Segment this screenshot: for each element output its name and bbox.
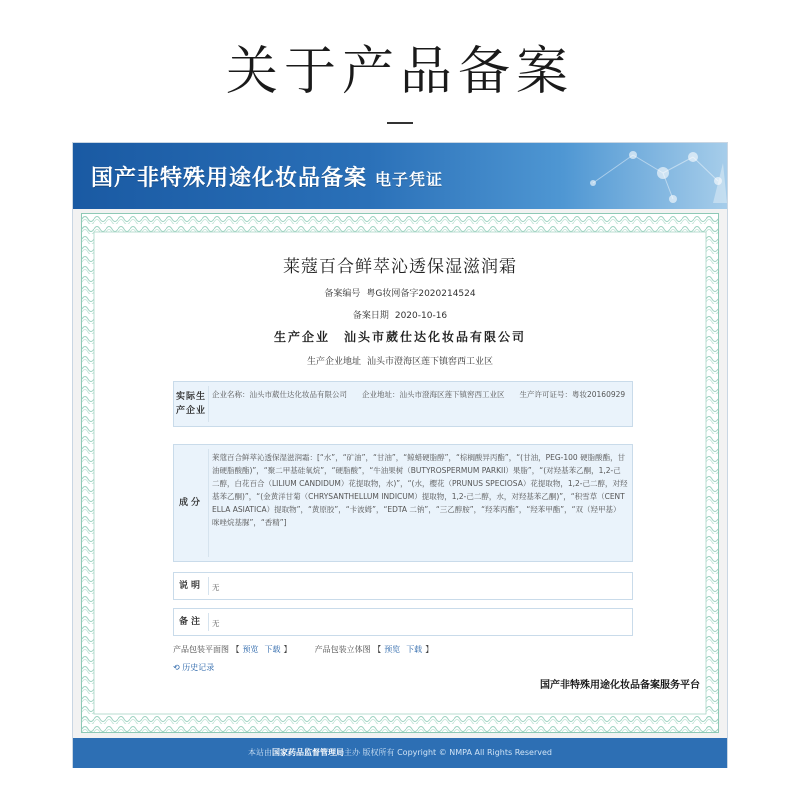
record-number-value: 粤G妆网备字2020214524	[366, 289, 476, 299]
footer	[73, 738, 727, 768]
solid-download-link[interactable]: 下载	[406, 645, 423, 654]
bracket-open: 【	[231, 645, 240, 654]
banner-title	[91, 161, 443, 192]
flat-package-label: 产品包装平面图	[173, 645, 229, 654]
ingredients-box	[173, 444, 633, 562]
banner	[73, 143, 727, 209]
certificate-panel	[81, 213, 719, 733]
product-name: 莱蔻百合鲜萃沁透保湿滋润霜	[283, 257, 517, 277]
certificate-window	[72, 142, 728, 768]
company-line	[82, 328, 718, 345]
record-number-line	[82, 286, 718, 299]
banner-title-text: 国产非特殊用途化妆品备案	[91, 166, 368, 191]
actual-producer-content: 企业名称：汕头市葳仕达化妆品有限公司 企业地址：汕头市澄海区莲下镇窖西工业区 生产许可证号：粤妆20160929	[212, 390, 626, 399]
package-links-row	[173, 644, 433, 655]
company-name: 汕头市葳仕达化妆品有限公司	[344, 330, 527, 344]
bracket-close: 】	[425, 645, 434, 654]
bracket-close: 】	[283, 645, 292, 654]
history-link-text[interactable]: 历史记录	[182, 663, 215, 672]
address-label: 生产企业地址	[306, 357, 361, 367]
address-value: 汕头市澄海区莲下镇窖西工业区	[367, 357, 494, 367]
box-separator	[208, 577, 209, 595]
record-date-line	[82, 308, 718, 321]
description-box	[173, 572, 633, 600]
record-date-label: 备案日期	[352, 311, 389, 321]
history-icon: ⟲	[173, 663, 180, 672]
banner-subtitle: 电子凭证	[375, 170, 444, 189]
address-line	[82, 354, 718, 367]
record-date-value: 2020-10-16	[394, 311, 448, 321]
bracket-open: 【	[373, 645, 382, 654]
box-separator	[208, 613, 209, 631]
footer-prefix: 本站由	[248, 748, 273, 757]
remarks-label: 备注	[178, 617, 203, 627]
ingredients-label: 成分	[178, 498, 203, 508]
actual-producer-box	[173, 381, 633, 427]
actual-producer-label: 实际生产企业	[175, 392, 206, 416]
ingredients-content: 莱蔻百合鲜萃沁透保湿滋润霜：[“水”，“矿油”，“甘油”，“鲸蜡硬脂醇”，“棕榈酸异丙酯”，“(甘油，PEG-100 硬脂酸酯，甘油硬脂酸酯)”，“聚二甲基硅氧烷”，“硬脂酸”，“牛油果树（BUTYROSPERMUM PARKII）果脂”，“(对羟基苯乙酮，1,2-己二醇，白花百合（LILIUM CANDIDUM）花提取物，水)”，“(水，樱花（PRUNUS SPECIOSA）花提取物，1,2-己二醇，对羟基苯乙酮)”，“(金黄洋甘菊（CHRYSANTHELLUM INDICUM）提取物，1,2-己二醇，水，对羟基苯乙酮)”，“积雪草（CENTELLA ASIATICA）提取物”，“黄原胶”，“卡波姆”，“EDTA 二钠”，“三乙醇胺”，“羟苯丙酯”，“羟苯甲酯”，“双（羟甲基）咪唑烷基脲”，“香精”]	[212, 453, 628, 527]
solid-preview-link[interactable]: 预览	[384, 645, 401, 654]
box-separator	[208, 386, 209, 422]
page-title: 关于产品备案	[225, 42, 574, 102]
remarks-box	[173, 608, 633, 636]
box-separator	[208, 449, 209, 557]
flat-download-link[interactable]: 下载	[264, 645, 281, 654]
platform-name: 国产非特殊用途化妆品备案服务平台	[540, 680, 700, 691]
record-number-label: 备案编号	[324, 289, 361, 299]
solid-package-label: 产品包装立体图	[314, 645, 371, 654]
description-content: 无	[212, 583, 220, 592]
footer-org: 国家药品监督管理局	[272, 748, 345, 757]
company-label: 生产企业	[273, 330, 330, 344]
description-label: 说明	[178, 581, 203, 591]
history-link[interactable]	[173, 662, 214, 673]
footer-suffix: 主办 版权所有 Copyright © NMPA All Rights Reserved	[344, 748, 552, 757]
title-divider	[387, 122, 413, 124]
remarks-content: 无	[212, 619, 220, 628]
flat-preview-link[interactable]: 预览	[242, 645, 259, 654]
